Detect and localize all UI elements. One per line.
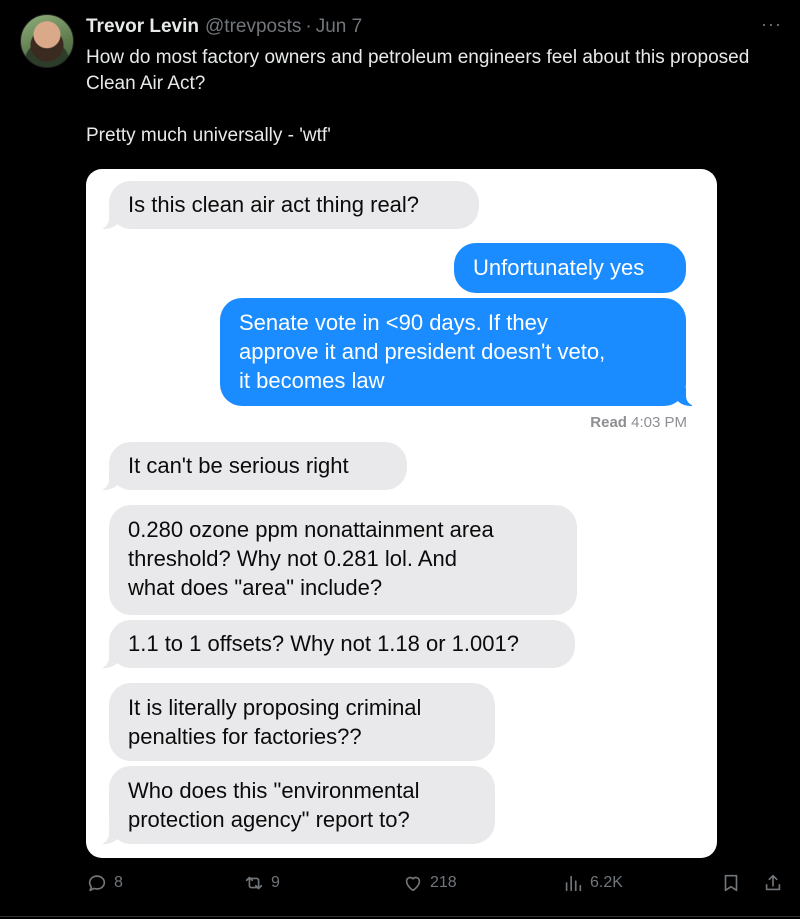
share-icon (762, 872, 784, 894)
message-bubble-incoming (109, 181, 479, 229)
views-icon (562, 872, 584, 894)
message-text: Unfortunately yes (473, 255, 645, 280)
like-icon (402, 872, 424, 894)
message-text: Is this clean air act thing real? (128, 192, 420, 217)
read-label: Read (590, 414, 627, 431)
bookmark-icon (720, 872, 742, 894)
separator: · (305, 16, 312, 37)
reply-count: 8 (114, 874, 123, 891)
avatar[interactable] (20, 14, 74, 68)
read-receipt (590, 414, 687, 431)
bookmark-button[interactable] (720, 872, 742, 894)
repost-icon (243, 872, 265, 894)
author-name[interactable]: Trevor Levin (86, 16, 199, 37)
tweet-actions (86, 872, 786, 902)
divider (0, 916, 800, 917)
message-bubble-incoming (109, 505, 577, 615)
like-button[interactable] (402, 872, 457, 894)
message-text: 1.1 to 1 offsets? Why not 1.18 or 1.001? (128, 631, 519, 656)
read-time: 4:03 PM (631, 414, 687, 431)
message-text: Who does this "environmental protection agency" report to? (128, 778, 420, 832)
share-button[interactable] (762, 872, 784, 894)
views-button[interactable] (562, 872, 623, 894)
message-text: It is literally proposing criminal penalties for factories?? (128, 695, 422, 749)
message-bubble-incoming (109, 766, 495, 844)
views-count: 6.2K (590, 874, 623, 891)
reply-icon (86, 872, 108, 894)
tweet-text (86, 45, 776, 149)
message-bubble-incoming (109, 683, 495, 761)
message-text: 0.280 ozone ppm nonattainment area threshold? Why not 0.281 lol. And what does "area" include? (128, 517, 494, 600)
author-handle[interactable]: @trevposts (205, 16, 302, 37)
message-text: Senate vote in <90 days. If they approve it and president doesn't veto, it becomes law (239, 310, 606, 393)
tweet-media-screenshot[interactable] (86, 169, 717, 858)
tweet-header (86, 16, 776, 40)
repost-count: 9 (271, 874, 280, 891)
message-bubble-incoming (109, 442, 407, 490)
tweet-text-line: Pretty much universally - 'wtf' (86, 125, 331, 146)
message-bubble-outgoing (220, 298, 686, 406)
message-bubble-incoming (109, 620, 575, 668)
message-bubble-outgoing (454, 243, 686, 293)
message-text: It can't be serious right (128, 453, 349, 478)
reply-button[interactable] (86, 872, 123, 894)
like-count: 218 (430, 874, 457, 891)
repost-button[interactable] (243, 872, 280, 894)
tweet-text-line: How do most factory owners and petroleum engineers feel about this proposed Clean Air Act? (86, 47, 750, 94)
tweet-date[interactable]: Jun 7 (315, 16, 363, 37)
more-icon[interactable]: ··· (761, 14, 782, 34)
